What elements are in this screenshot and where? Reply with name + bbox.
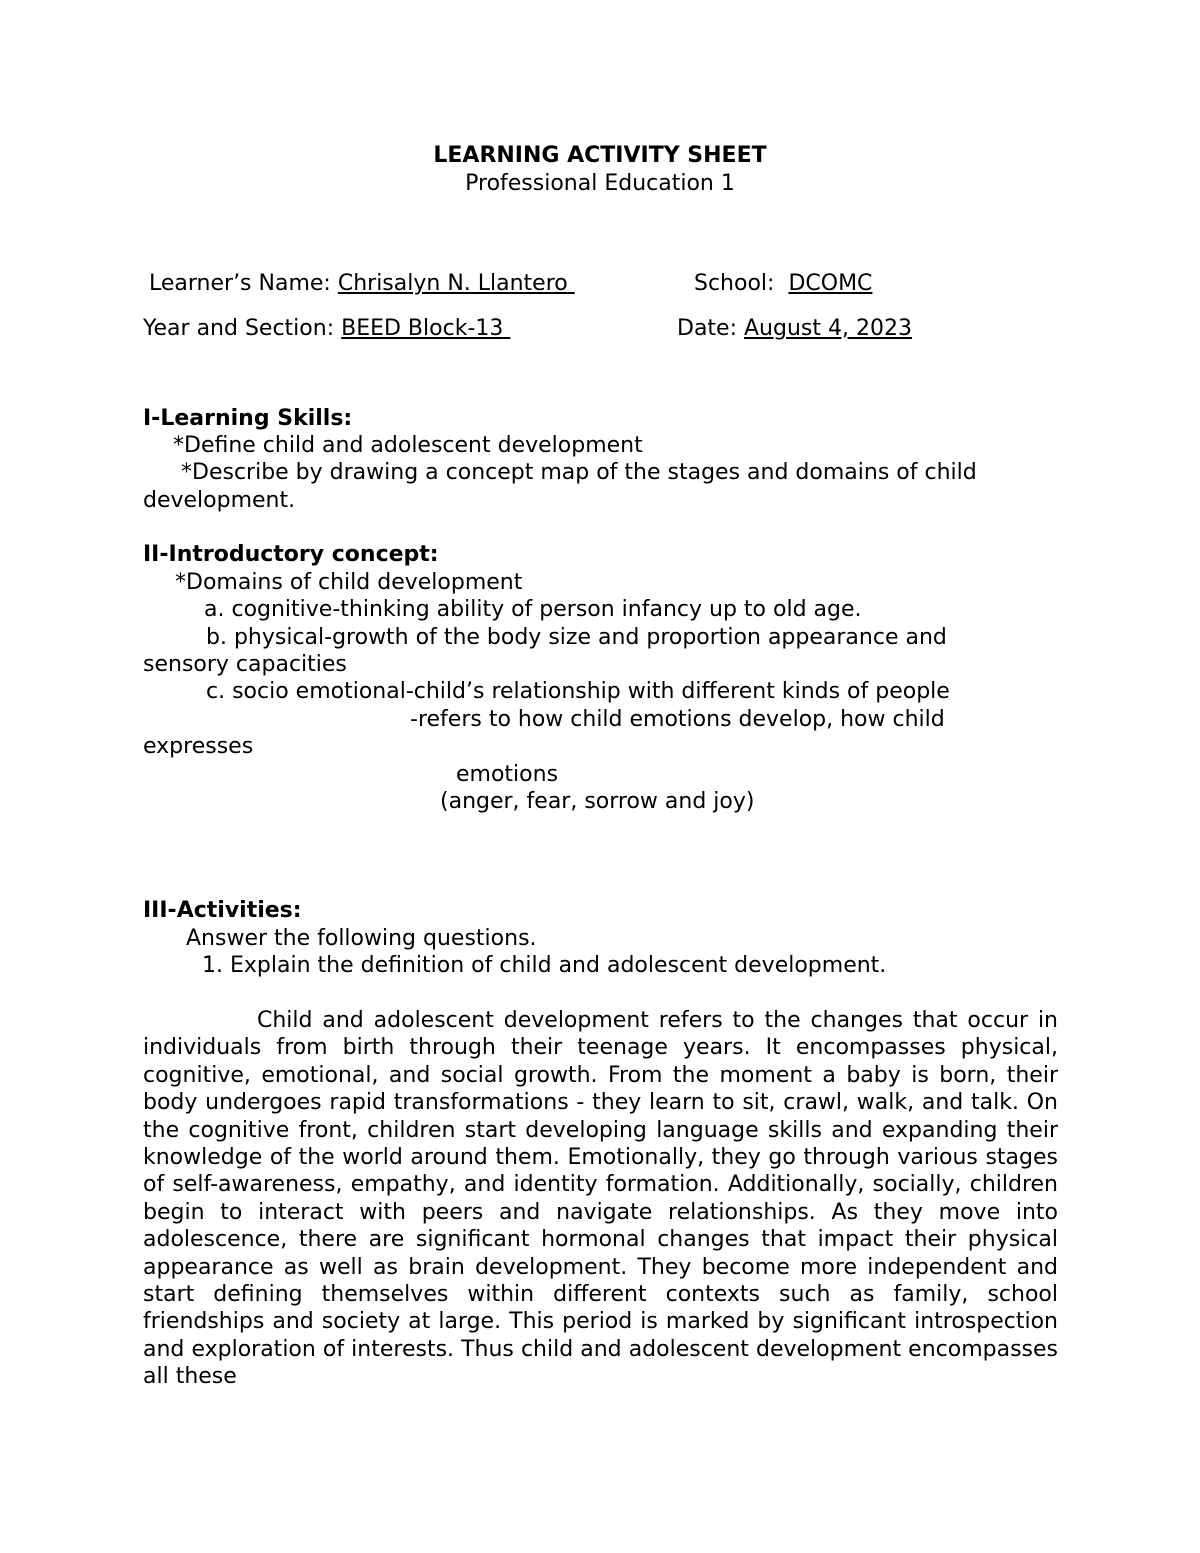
domain-c-cont-1: -refers to how child emotions develop, how child bbox=[410, 707, 945, 732]
domain-a: a. cognitive-thinking ability of person infancy up to old age. bbox=[204, 597, 862, 622]
learner-name-label: Learner’s Name: bbox=[149, 271, 331, 296]
school-row bbox=[694, 270, 872, 297]
school-label: School: bbox=[694, 271, 775, 296]
date-row bbox=[677, 315, 912, 342]
learner-name-value: Chrisalyn N. Llantero bbox=[337, 271, 568, 296]
school-value: DCOMC bbox=[788, 271, 873, 296]
domains-intro: *Domains of child development bbox=[175, 570, 523, 595]
learning-skill-item-2: *Describe by drawing a concept map of the stages and domains of child bbox=[181, 460, 977, 485]
learning-skill-item-1: *Define child and adolescent development bbox=[173, 433, 643, 458]
domain-c-cont-3: emotions bbox=[456, 762, 559, 787]
learner-name-row bbox=[149, 270, 575, 297]
document-title: LEARNING ACTIVITY SHEET bbox=[433, 143, 767, 168]
year-section-label: Year and Section: bbox=[143, 316, 335, 341]
question-1: 1. Explain the definition of child and adolescent development. bbox=[202, 953, 887, 978]
domain-c: c. socio emotional-child’s relationship with different kinds of people bbox=[206, 679, 950, 704]
date-label: Date: bbox=[677, 316, 737, 341]
section1-heading: I-Learning Skills: bbox=[143, 406, 353, 431]
year-section-value: BEED Block-13 bbox=[341, 316, 504, 341]
date-value: August 4, 2023 bbox=[744, 316, 912, 341]
section3-heading: III-Activities: bbox=[143, 898, 302, 923]
activity-instruction: Answer the following questions. bbox=[186, 926, 537, 951]
domain-b-cont: sensory capacities bbox=[143, 652, 347, 677]
domain-c-cont-4: (anger, fear, sorrow and joy) bbox=[440, 789, 755, 814]
domain-c-cont-2: expresses bbox=[143, 734, 254, 759]
answer-1-paragraph: Child and adolescent development refers to the changes that occur in individuals from birth through their teenage years. It encompasses physical, cognitive, emotional, and social growth. From the moment a baby is born, their body undergoes rapid transformations - they learn to sit, crawl, walk, and talk. On the cognitive front, children start developing language skills and expanding their knowledge of the world around them. Emotionally, they go through various stages of self-awareness, empathy, and identity formation. Additionally, socially, children begin to interact with peers and navigate relationships. As they move into adolescence, there are significant hormonal changes that impact their physical appearance as well as brain development. They become more independent and start defining themselves within different contexts such as family, school friendships and society at large. This period is marked by significant introspection and exploration of interests. Thus child and adolescent development encompasses all these bbox=[143, 1008, 1058, 1390]
domain-b: b. physical-growth of the body size and proportion appearance and bbox=[206, 625, 947, 650]
learning-skill-item-2-cont: development. bbox=[143, 488, 296, 513]
section2-heading: II-Introductory concept: bbox=[143, 542, 439, 567]
document-subtitle: Professional Education 1 bbox=[465, 171, 735, 196]
year-section-row bbox=[143, 315, 510, 342]
